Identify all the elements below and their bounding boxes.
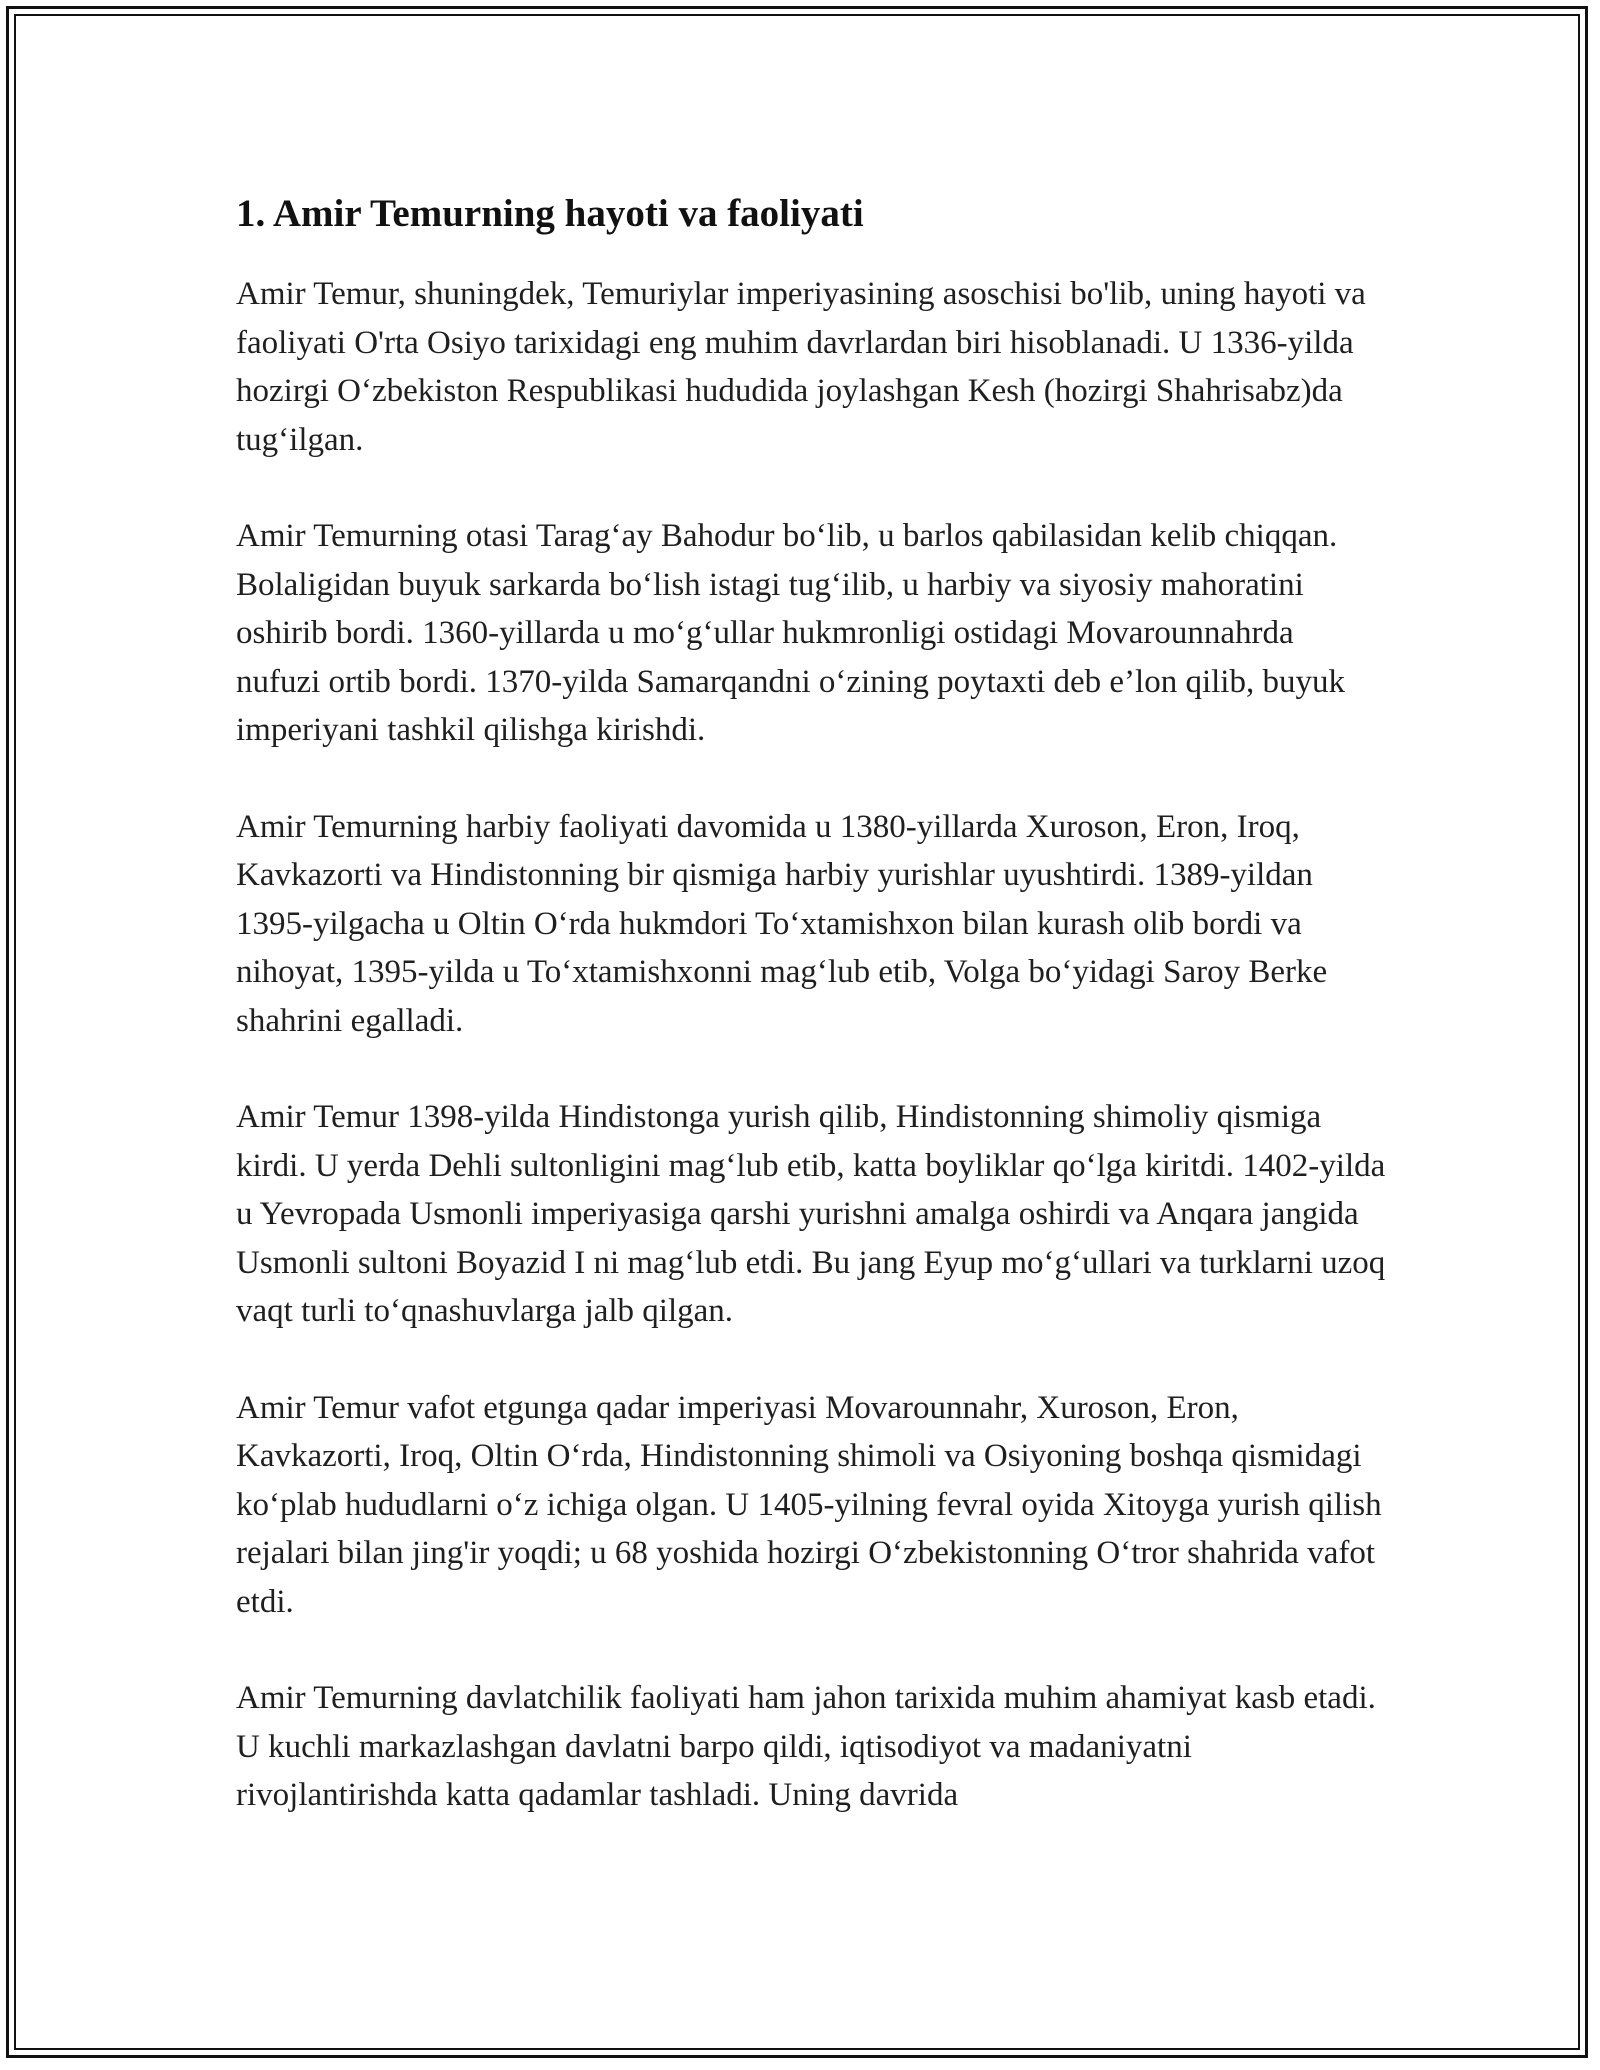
- paragraph-1: Amir Temur, shuningdek, Temuriylar imperiyasining asoschisi bo'lib, uning hayoti va faoliyati O'rta Osiyo tarixidagi eng muhim davrlardan biri hisoblanadi. U 1336-yilda hozirgi O‘zbekiston Respublikasi hududida joylashgan Kesh (hozirgi Shahrisabz)da tug‘ilgan.: [236, 276, 1366, 458]
- paragraph-5: Amir Temur vafot etgunga qadar imperiyasi Movarounnahr, Xuroson, Eron, Kavkazorti, Iroq, Oltin O‘rda, Hindistonning shimoli va Osiyoning boshqa qismidagi ko‘plab hududlarni o‘z ichiga olgan. U 1405-yilning fevral oyida Xitoyga yurish qilish rejalari bilan jing'ir yoqdi; u 68 yoshida hozirgi O‘zbekistonning O‘tror shahrida vafot etdi.: [236, 1389, 1382, 1620]
- paragraph-2: Amir Temurning otasi Tarag‘ay Bahodur bo‘lib, u barlos qabilasidan kelib chiqqan. Bolaligidan buyuk sarkarda bo‘lish istagi tug‘ilib, u harbiy va siyosiy mahoratini oshirib bordi. 1360-yillarda u mo‘g‘ullar hukmronligi ostidagi Movarounnahrda nufuzi ortib bordi. 1370-yilda Samarqandni o‘zining poytaxti deb e’lon qilib, buyuk imperiyani tashkil qilishga kirishdi.: [236, 518, 1345, 748]
- document-body: [236, 186, 1386, 1820]
- section-heading: 1. Amir Temurning hayoti va faoliyati: [236, 192, 864, 235]
- paragraph-3: Amir Temurning harbiy faoliyati davomida u 1380-yillarda Xuroson, Eron, Iroq, Kavkazorti va Hindistonning bir qismiga harbiy yurishlar uyushtirdi. 1389-yildan 1395-yilgacha u Oltin O‘rda hukmdori To‘xtamishxon bilan kurash olib bordi va nihoyat, 1395-yilda u To‘xtamishxonni mag‘lub etib, Volga bo‘yidagi Saroy Berke shahrini egalladi.: [236, 808, 1328, 1039]
- paragraph-6: Amir Temurning davlatchilik faoliyati ham jahon tarixida muhim ahamiyat kasb etadi. U kuchli markazlashgan davlatni barpo qildi, iqtisodiyot va madaniyatni rivojlantirishda katta qadamlar tashladi. Uning davrida: [236, 1680, 1376, 1813]
- paragraph-4: Amir Temur 1398-yilda Hindistonga yurish qilib, Hindistonning shimoliy qismiga kirdi. U yerda Dehli sultonligini mag‘lub etib, katta boyliklar qo‘lga kiritdi. 1402-yilda u Yevropada Usmonli imperiyasiga qarshi yurishni amalga oshirdi va Anqara jangida Usmonli sultoni Boyazid I ni mag‘lub etdi. Bu jang Eyup mo‘g‘ullari va turklarni uzoq vaqt turli to‘qnashuvlarga jalb qilgan.: [236, 1099, 1386, 1329]
